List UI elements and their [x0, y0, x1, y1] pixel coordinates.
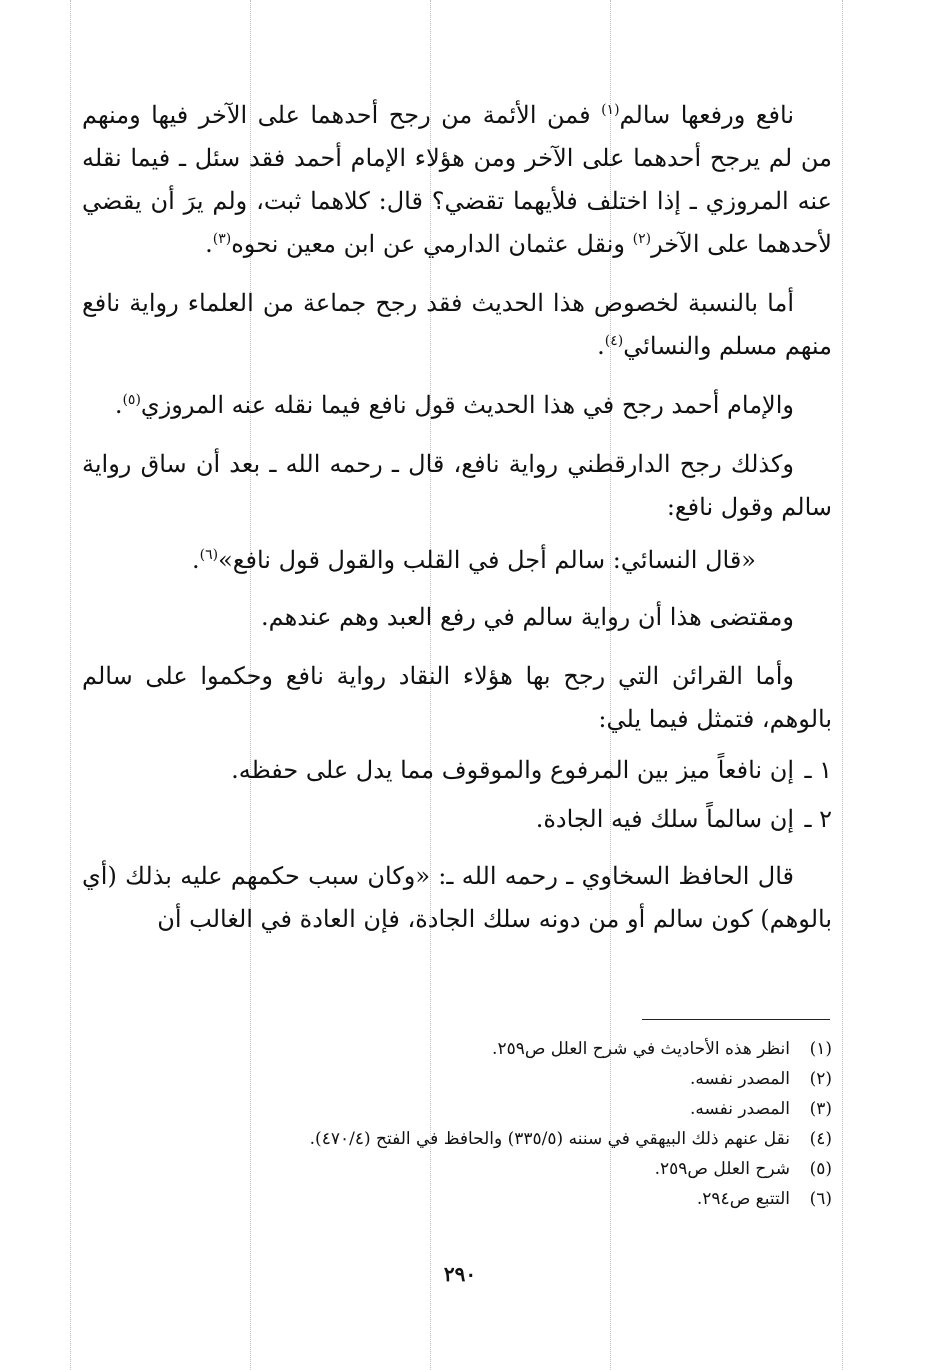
main-text	[82, 94, 832, 957]
footnotes	[82, 1034, 832, 1214]
paragraph: ومقتضى هذا أن رواية سالم في رفع العبد وهم عندهم.	[261, 603, 794, 631]
footnote: (٣)المصدر نفسه.	[689, 1099, 832, 1119]
paragraph: وأما القرائن التي رجح بها هؤلاء النقاد رواية نافع وحكموا على سالم بالوهم، فتمثل فيما يلي:	[82, 662, 832, 733]
footnote-ref[interactable]: (١)	[601, 102, 620, 118]
footnote-separator	[642, 1019, 830, 1020]
list-item: ١ ـإن نافعاً ميز بين المرفوع والموقوف مما يدل على حفظه.	[82, 749, 832, 792]
footnote: (١)انظر هذه الأحاديث في شرح العلل ص٢٥٩.	[492, 1039, 832, 1059]
footnote: (٥)شرح العلل ص٢٥٩.	[654, 1159, 832, 1179]
footnote-ref[interactable]: (٥)	[122, 392, 141, 408]
footnote: (٤)نقل عنهم ذلك البيهقي في سننه (٣٣٥/٥) والحافظ في الفتح (٤٧٠/٤).	[309, 1129, 832, 1149]
footnote-ref[interactable]: (٢)	[632, 231, 652, 247]
footnote-ref[interactable]: (٤)	[604, 333, 624, 349]
list-number: ١ ـ	[804, 756, 832, 784]
list-number: ٢ ـ	[804, 805, 832, 833]
paragraph: أما بالنسبة لخصوص هذا الحديث فقد رجح جماعة من العلماء رواية نافع منهم مسلم والنسائي$^{(٤)}$.	[82, 289, 832, 360]
quote-paragraph: «قال النسائي: سالم أجل في القلب والقول قول نافع»$^{(٦)}$.	[191, 546, 756, 574]
footnote: (٦)التتبع ص٢٩٤.	[696, 1189, 832, 1209]
page-number: ٢٩٠	[443, 1262, 477, 1286]
footnote-ref[interactable]: (٦)	[199, 547, 219, 563]
paragraph: والإمام أحمد رجح في هذا الحديث قول نافع فيما نقله عنه المروزي$^{(٥)}$.	[114, 391, 794, 419]
list-item: ٢ ـإن سالماً سلك فيه الجادة.	[82, 798, 832, 841]
scan-guide-line	[842, 0, 843, 1370]
scan-guide-line	[70, 0, 71, 1370]
paragraph: قال الحافظ السخاوي ـ رحمه الله ـ: «وكان سبب حكمهم عليه بذلك (أي بالوهم) كون سالم أو من دونه سلك الجادة، فإن العادة في الغالب أن	[82, 862, 832, 933]
paragraph: نافع ورفعها سالم$^{(١)}$ فمن الأئمة من رجح أحدهما على الآخر فيها ومنهم من لم يرجح أحدهما على الآخر ومن هؤلاء الإمام أحمد فقد سئل ـ فيما نقله عنه المروزي ـ إذا اختلف فلأيهما تقضي؟ قال: كلاهما ثبت، ولم يرَ أن يقضي لأحدهما على الآخر$^{(٢)}$ ونقل عثمان الدارمي عن ابن معين نحوه$^{(٣)}$.	[82, 101, 832, 258]
footnote-ref[interactable]: (٣)	[212, 231, 232, 247]
paragraph: وكذلك رجح الدارقطني رواية نافع، قال ـ رحمه الله ـ بعد أن ساق رواية سالم وقول نافع:	[82, 450, 832, 521]
footnote: (٢)المصدر نفسه.	[689, 1069, 832, 1089]
